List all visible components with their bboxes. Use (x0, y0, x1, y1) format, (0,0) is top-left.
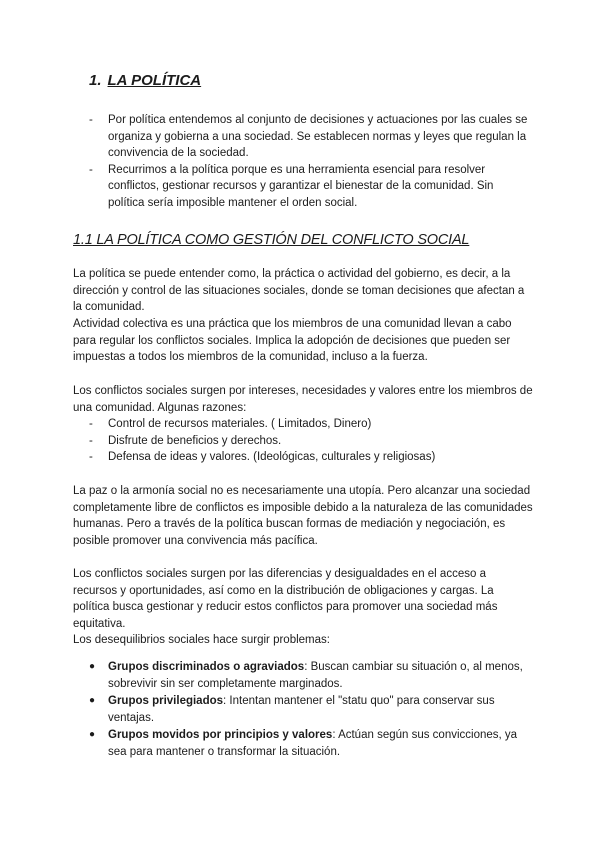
list-item: ● Grupos privilegiados: Intentan mantener el "statu quo" para conservar sus ventajas. (89, 695, 495, 724)
list-item: - Control de recursos materiales. ( Limitados, Dinero) (89, 418, 372, 430)
section-title: LA POLÍTICA (107, 72, 202, 89)
paragraph: La política se puede entender como, la práctica o actividad del gobierno, es decir, a la dirección y control de las situaciones sociales, donde se toman decisiones que afectan a la comunidad. (73, 268, 525, 313)
bullet-icon: ● (89, 695, 96, 706)
list-item: ● Grupos discriminados o agraviados: Buscan cambiar su situación o, al menos, sobrevivir sin ser completamente marginados. (89, 661, 523, 690)
bullet-icon: ● (89, 729, 96, 740)
list-item: - Disfrute de beneficios y derechos. (89, 434, 282, 447)
paragraph: Los conflictos sociales surgen por intereses, necesidades y valores entre los miembros de una comunidad. Algunas razones: (73, 385, 533, 414)
subsection-heading: 1.1 LA POLÍTICA COMO GESTIÓN DEL CONFLICTO SOCIAL (73, 232, 470, 248)
list-item: - Por política entendemos al conjunto de decisiones y actuaciones por las cuales se organiza y gobierna a una sociedad. Se establecen normas y leyes que regulan la convivencia de la sociedad. (89, 114, 528, 159)
section-number: 1. (89, 72, 102, 89)
paragraph: Los conflictos sociales surgen por las diferencias y desigualdades en el acceso a recursos y oportunidades, así como en la distribución de obligaciones y cargas. La política busca gestionar y reducir estos conflictos para promover una sociedad más equitativa. (73, 568, 498, 630)
section-heading (89, 72, 201, 89)
paragraph: Los desequilibrios sociales hace surgir problemas: (73, 634, 330, 646)
reasons-list (89, 416, 529, 466)
intro-list (89, 112, 529, 211)
list-item: - Defensa de ideas y valores. (Ideológicas, culturales y religiosas) (89, 451, 436, 463)
bullet-icon: ● (89, 661, 96, 672)
paragraph: La paz o la armonía social no es necesariamente una utopía. Pero alcanzar una sociedad completamente libre de conflictos es imposible debido a la naturaleza de las comunidades humanas. Pero a través de la política buscan formas de mediación y negociación, es posible promover una convivencia más pacífica. (73, 485, 533, 547)
paragraph: Actividad colectiva es una práctica que los miembros de una comunidad llevan a cabo para regular los conflictos sociales. Implica la adopción de decisiones que pueden ser impuestas a todos los miembros de la comunidad, incluso a la fuerza. (73, 318, 512, 363)
list-item: - Recurrimos a la política porque es una herramienta esencial para resolver conflictos, gestionar recursos y garantizar el bienestar de la comunidad. Sin política sería imposible mantener el orden social. (89, 163, 494, 209)
list-item: ● Grupos movidos por principios y valores: Actúan según sus convicciones, ya sea para mantener o transformar la situación. (89, 729, 518, 758)
groups-list (89, 659, 529, 761)
